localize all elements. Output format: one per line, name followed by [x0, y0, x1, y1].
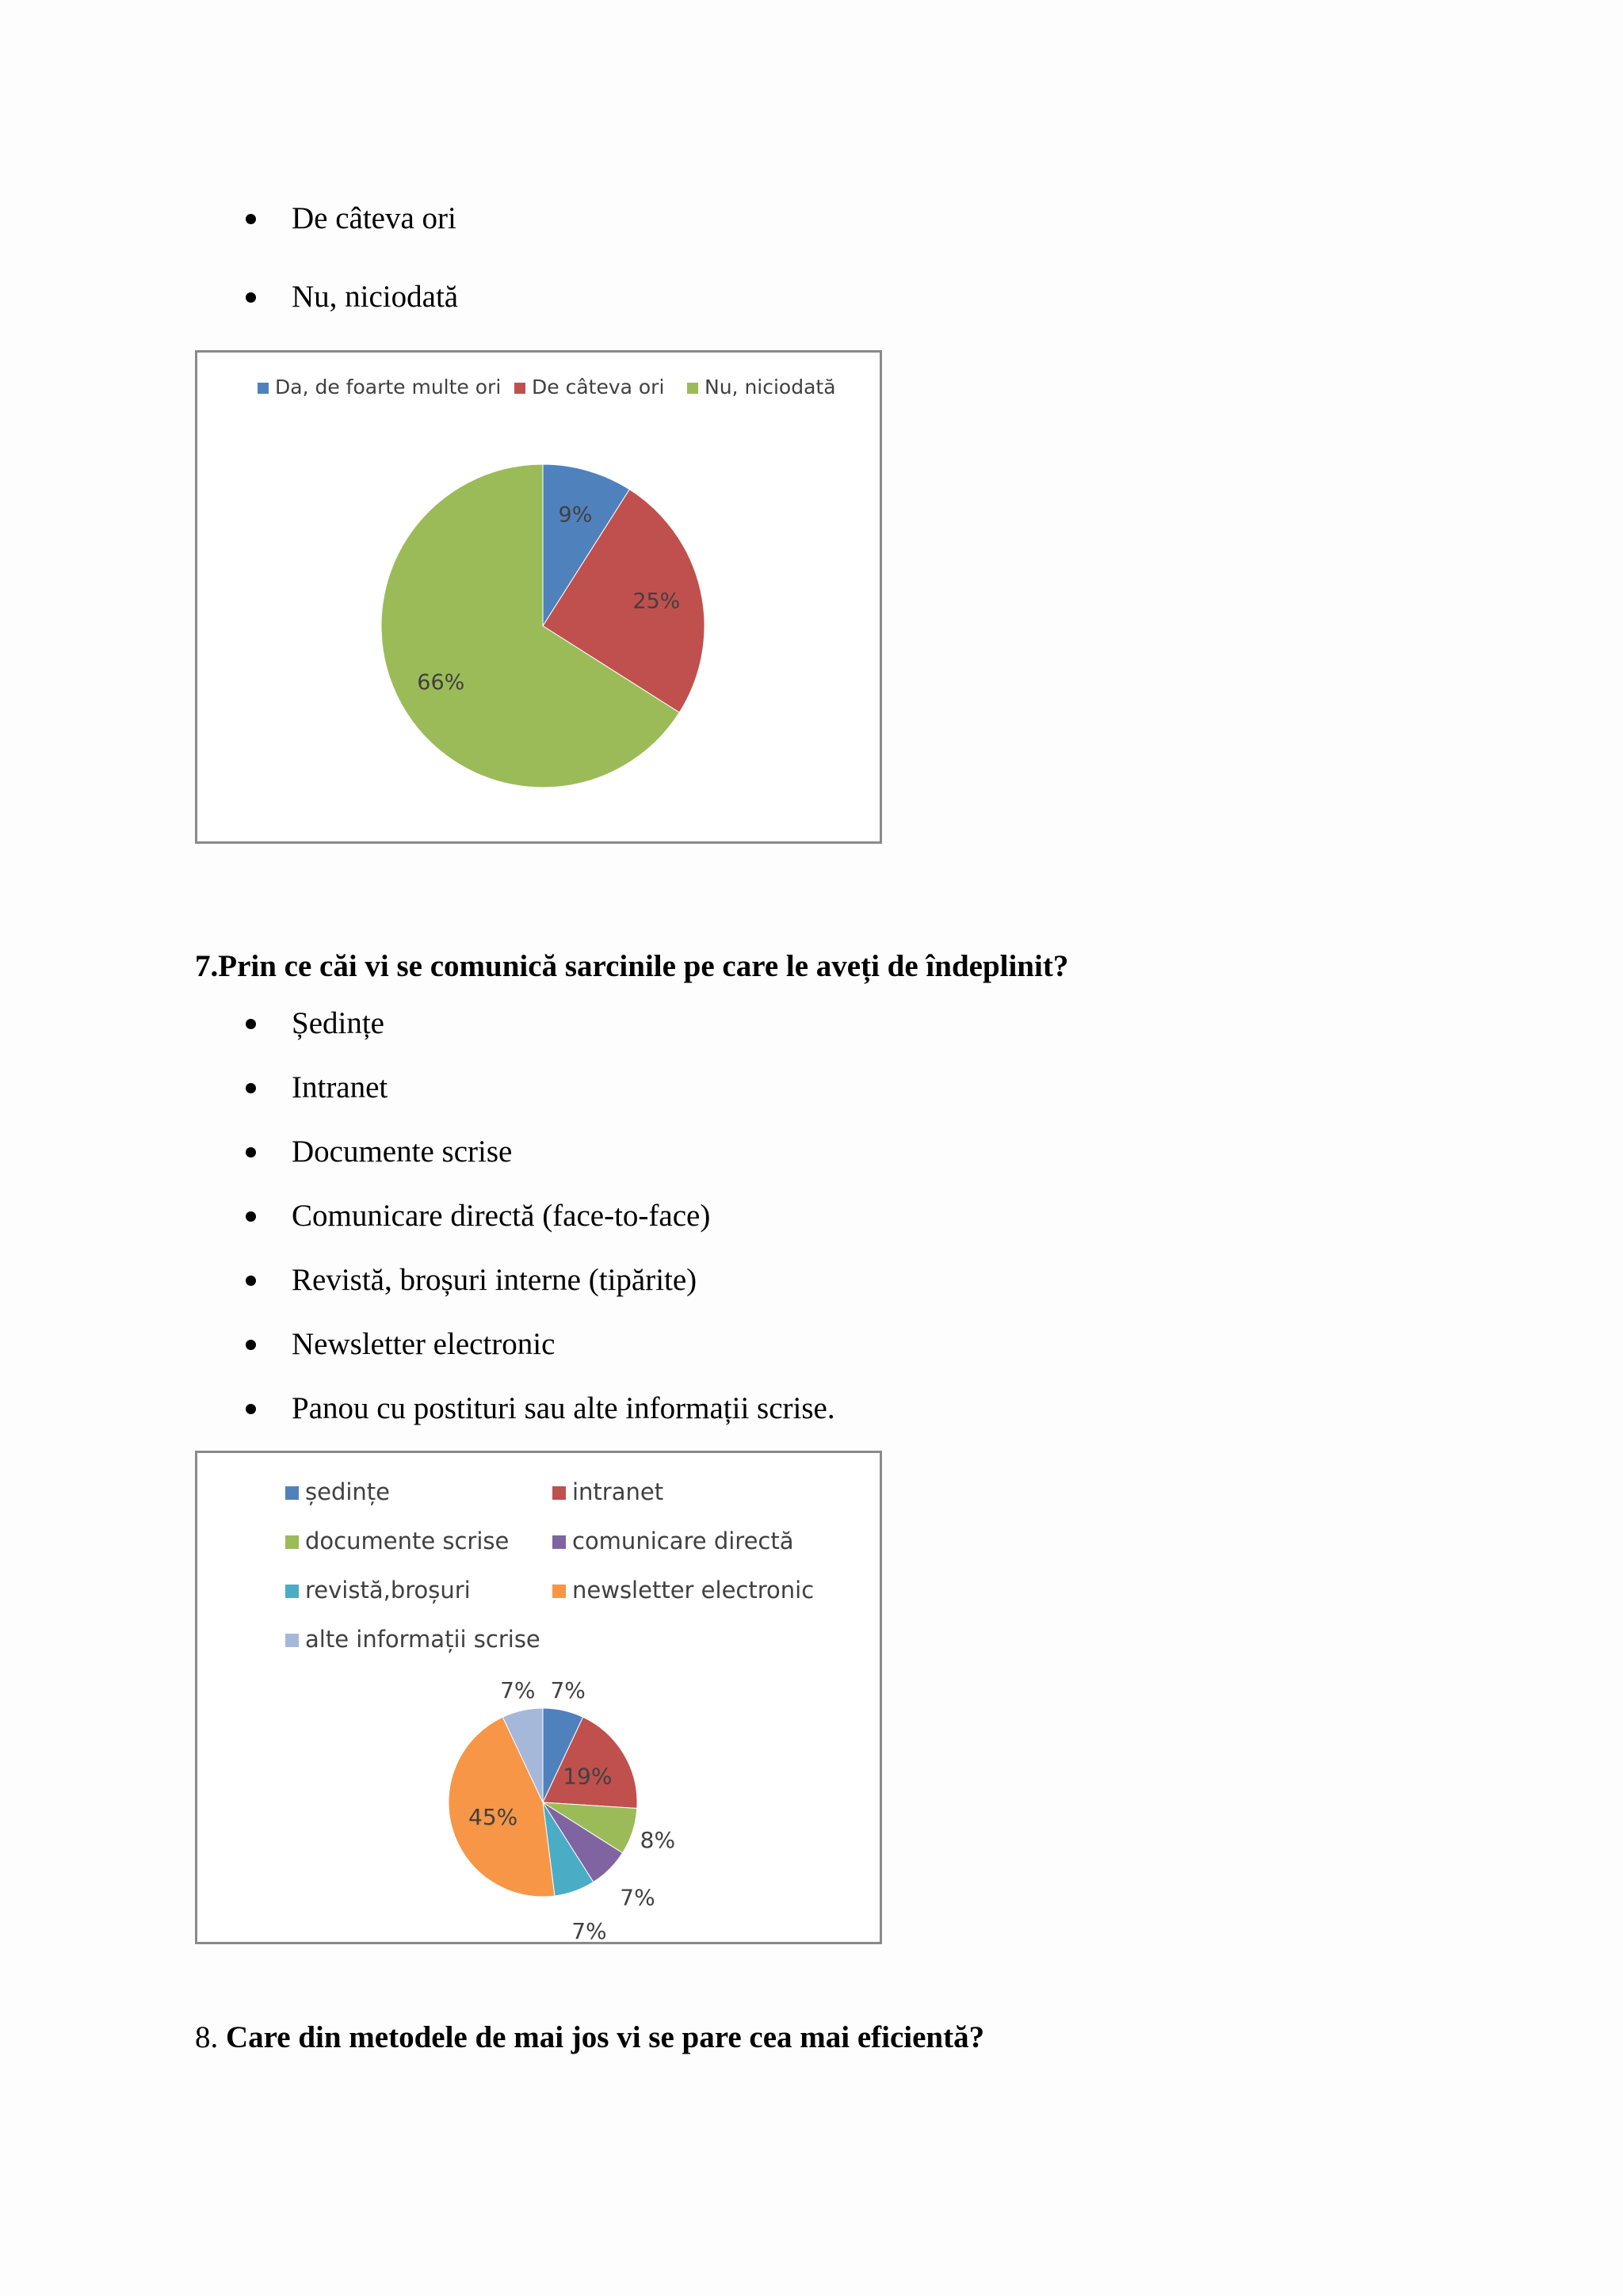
- legend-label-newsletter-electronic: newsletter electronic: [572, 1577, 815, 1604]
- legend-swatch-newsletter-electronic: [552, 1585, 566, 1598]
- list-item-text: Documente scrise: [292, 1135, 513, 1169]
- legend-label-comunicare-directa: comunicare directă: [572, 1527, 794, 1554]
- list-item-text: Comunicare directă (face-to-face): [292, 1199, 711, 1233]
- data-label-alte-informatii-scrise: 7%: [500, 1677, 536, 1704]
- legend-label-de-cateva-ori: De câteva ori: [532, 376, 665, 399]
- legend-label-alte-informatii-scrise: alte informații scrise: [305, 1626, 540, 1653]
- list-item-text: Newsletter electronic: [292, 1327, 556, 1361]
- list-item-text: De câteva ori: [292, 201, 456, 235]
- bullet-icon: [246, 1147, 256, 1158]
- list-item-text: Revistă, broșuri interne (tipărite): [292, 1263, 697, 1297]
- bullet-icon: [246, 1404, 256, 1414]
- pie-chart-channels-svg: [197, 1453, 880, 1942]
- data-label-intranet: 19%: [563, 1763, 613, 1790]
- data-label-sedinte: 7%: [550, 1677, 586, 1704]
- legend-label-da-de-foarte-multe-ori: Da, de foarte multe ori: [275, 376, 502, 399]
- pie-chart-channels: [195, 1451, 882, 1944]
- legend-swatch-sedinte: [285, 1486, 299, 1500]
- legend-swatch-revista-brosuri: [285, 1585, 299, 1598]
- list-item-text: Ședințe: [292, 1006, 384, 1040]
- legend-swatch-documente-scrise: [285, 1535, 299, 1549]
- bullet-icon: [246, 1083, 256, 1093]
- legend-label-sedinte: ședințe: [305, 1478, 391, 1505]
- legend-swatch-intranet: [552, 1486, 566, 1500]
- legend-swatch-da-de-foarte-multe-ori: [258, 383, 269, 394]
- legend-swatch-nu-niciodata: [687, 383, 698, 394]
- bullet-icon: [246, 292, 256, 303]
- data-label-de-cateva-ori: 25%: [632, 589, 681, 614]
- bullet-icon: [246, 1019, 256, 1029]
- question-8-number: 8.: [195, 2020, 219, 2054]
- legend-swatch-de-cateva-ori: [514, 383, 525, 394]
- data-label-da-de-foarte-multe-ori: 9%: [558, 502, 593, 528]
- data-label-nu-niciodata: 66%: [417, 670, 465, 696]
- data-label-documente-scrise: 8%: [640, 1826, 676, 1853]
- pie-chart-frequency-svg: [197, 353, 880, 841]
- pie-chart-frequency: [195, 350, 882, 844]
- bullet-icon: [246, 1211, 256, 1222]
- list-item-text: Nu, niciodată: [292, 280, 459, 314]
- legend-label-intranet: intranet: [572, 1478, 664, 1505]
- bullet-icon: [246, 1276, 256, 1286]
- data-label-comunicare-directa: 7%: [620, 1884, 655, 1911]
- legend-swatch-alte-informatii-scrise: [285, 1634, 299, 1647]
- legend-label-documente-scrise: documente scrise: [305, 1527, 510, 1554]
- list-item-text: Intranet: [292, 1070, 388, 1104]
- question-8-title: [195, 2018, 984, 2058]
- list-item-text: Panou cu postituri sau alte informații scrise.: [292, 1391, 835, 1425]
- bullet-icon: [246, 214, 256, 224]
- bullet-icon: [246, 1340, 256, 1350]
- legend-label-revista-brosuri: revistă,broșuri: [305, 1577, 471, 1604]
- question-8-text: Care din metodele de mai jos vi se pare cea mai eficientă?: [226, 2020, 985, 2054]
- data-label-revista-brosuri: 7%: [571, 1918, 607, 1942]
- data-label-newsletter-electronic: 45%: [468, 1804, 518, 1831]
- question-7-title: 7.Prin ce căi vi se comunică sarcinile pe care le aveți de îndeplinit?: [195, 949, 1069, 983]
- legend-label-nu-niciodata: Nu, niciodată: [705, 376, 836, 399]
- legend-swatch-comunicare-directa: [552, 1535, 566, 1549]
